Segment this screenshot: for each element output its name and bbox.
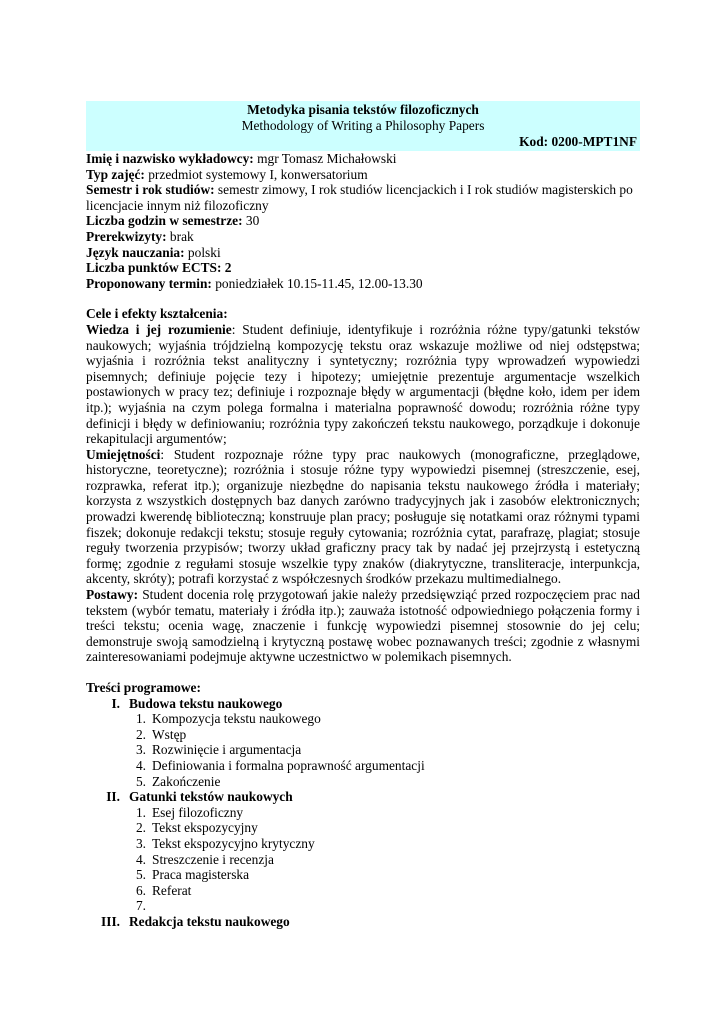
list-item: 6. Referat bbox=[135, 882, 192, 898]
goals-attitudes: Postawy: Student docenia rolę przygotowań jakie należy przedsięwziąć przed rozpoczęciem prac nad tekstem (wybór tematu, materiały i źródła itp.); zauważa istotność odpowiedniego połączenia formy i treści tekstu; ocenia wagę, znaczenie i funkcję wypowiedzi pisemnej stosownie do jej celu; demonstruje swoją samodzielną i krytyczną postawę wobec poznawanych treści; zgodnie z własnymi zainteresowaniami podejmuje aktywne uczestnictwo w polemikach pisemnych. bbox=[86, 587, 640, 665]
program-section-3: III. Redakcja tekstu naukowego bbox=[101, 913, 290, 929]
info-ects: Liczba punktów ECTS: 2 bbox=[86, 260, 232, 276]
list-item: 1. Esej filozoficzny bbox=[135, 804, 244, 820]
course-header bbox=[86, 101, 640, 151]
document-page bbox=[86, 101, 640, 930]
list-item: 4. Streszczenie i recenzja bbox=[135, 851, 274, 867]
list-item: 3. Rozwinięcie i argumentacja bbox=[135, 742, 302, 758]
course-title-pl: Metodyka pisania tekstów filozoficznych bbox=[247, 102, 479, 117]
list-item: 5. Zakończenie bbox=[135, 773, 221, 789]
list-item: 7. bbox=[135, 898, 146, 914]
list-item: 5. Praca magisterska bbox=[135, 867, 250, 883]
list-item: 2. Tekst ekspozycyjny bbox=[135, 820, 258, 836]
info-lecturer: Imię i nazwisko wykładowcy: mgr Tomasz Michałowski bbox=[86, 151, 397, 166]
info-class-type: Typ zajęć: przedmiot systemowy I, konwersatorium bbox=[86, 166, 368, 182]
goals-heading: Cele i efekty kształcenia: bbox=[86, 306, 228, 322]
course-code: Kod: 0200-MPT1NF bbox=[519, 134, 637, 149]
goals-skills: Umiejętności: Student rozpoznaje różne typy prac naukowych (monograficzne, przeglądowe, historyczne, teoretyczne); rozróżnia i stosuje różne typy wypowiedzi pisemnej (streszczenie, esej, rozprawka, referat itp.); organizuje niezbędne do napisania tekstu naukowego źródła i materiały; korzysta z wszystkich dostępnych baz danych zarówno tradycyjnych jak i zasobów elektronicznych; prowadzi kwerendę biblioteczną; konstruuje plan pracy; posługuje się notatkami oraz różnymi typami fiszek; dokonuje redakcji tekstu; stosuje reguły cytowania; rozróżnia cytat, parafrazę, plagiat; stosuje reguły tworzenia przypisów; tworzy układ graficzny pracy tak by nadać jej przejrzystą i estetyczną formę; zgodnie z regułami stosuje wszelkie typy znaków (diakrytyczne, transliteracje, interpunkcja, akcenty, skróty); potrafi korzystać z współczesnych środków przekazu multimedialnego. bbox=[86, 446, 640, 587]
course-title-en: Methodology of Writing a Philosophy Papers bbox=[241, 118, 485, 133]
info-hours: Liczba godzin w semestrze: 30 bbox=[86, 213, 260, 229]
info-language: Język nauczania: polski bbox=[86, 244, 221, 260]
goals-knowledge: Wiedza i jej rozumienie: Student definiuje, identyfikuje i rozróżnia różne typy/gatunki tekstów naukowych; wyjaśnia trójdzielną kompozycję tekstu oraz wskazuje możliwe od niej odstępstwa; wyjaśnia i rozróżnia tekst analityczny i syntetyczny; rozróżnia typy wprowadzeń wypowiedzi pisemnych; definiuje pojęcie tezy i hipotezy; umiejętnie prezentuje argumentacje wszelkich postawionych w pracy tez; definiuje i rozpoznaje błędy w argumentacji (błędne koło, idem per idem itp.); wyjaśnia na czym polega formalna i materialna poprawność dowodu; rozróżnia różne typy definicji i błędy w definiowaniu; rozróżnia typy zakończeń tekstu naukowego, porządkuje i dokonuje rekapitulacji argumentów; bbox=[86, 321, 640, 447]
course-info bbox=[86, 151, 640, 291]
program-section-2: II. Gatunki tekstów naukowych bbox=[106, 789, 293, 805]
program-section bbox=[86, 680, 640, 930]
list-item: 4. Definiowania i formalna poprawność argumentacji bbox=[135, 757, 425, 773]
list-item: 2. Wstęp bbox=[135, 726, 187, 742]
program-heading: Treści programowe: bbox=[86, 680, 201, 695]
program-section-1: I. Budowa tekstu naukowego bbox=[111, 695, 283, 711]
info-prerequisites: Prerekwizyty: brak bbox=[86, 228, 194, 244]
info-schedule: Proponowany termin: poniedziałek 10.15-11.45, 12.00-13.30 bbox=[86, 275, 423, 291]
goals-section bbox=[86, 306, 640, 665]
info-semester: Semestr i rok studiów: semestr zimowy, I rok studiów licencjackich i I rok studiów magisterskich po licencjacie innym niż filozoficzny bbox=[86, 182, 633, 213]
list-item: 3. Tekst ekspozycyjno krytyczny bbox=[135, 835, 315, 851]
list-item: 1. Kompozycja tekstu naukowego bbox=[135, 711, 321, 727]
